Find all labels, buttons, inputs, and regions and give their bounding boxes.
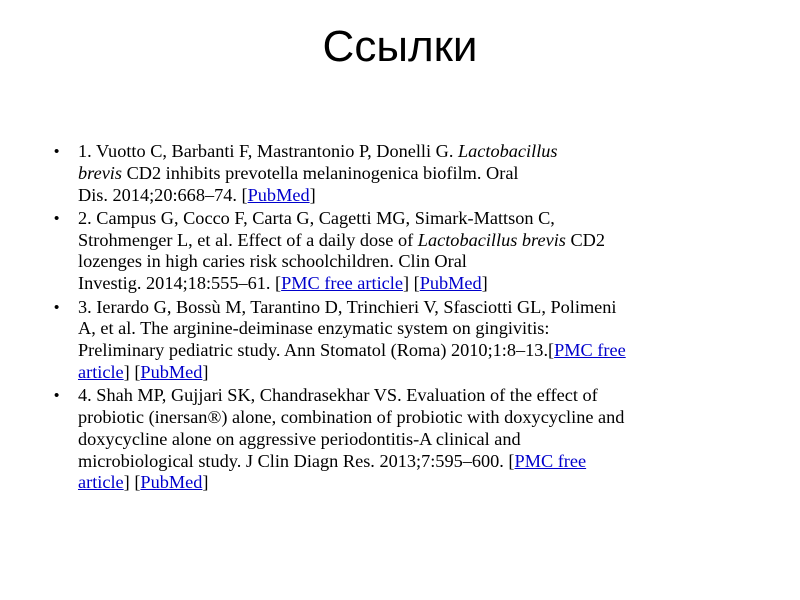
pmc-free-article-link[interactable]: PMC free [514, 450, 587, 471]
pmc-free-article-link[interactable]: PMC free [554, 340, 626, 361]
reference-list [54, 141, 774, 496]
reference-text: 2. Campus G, Cocco F, Carta G, Cagetti MG, Simark-Mattson C, [78, 207, 555, 228]
reference-text: ] [ [402, 273, 420, 294]
reference-item [54, 385, 774, 494]
reference-line [78, 208, 774, 230]
reference-text: ] [309, 184, 316, 205]
reference-text: CD2 inhibits prevotella melaninogenica biofilm. Oral [122, 162, 519, 183]
reference-text: ] [202, 361, 209, 382]
pubmed-link[interactable]: PubMed [140, 361, 203, 382]
reference-text: ] [481, 273, 488, 294]
reference-line [78, 163, 774, 185]
reference-text: lozenges in high caries risk schoolchildren. Clin Oral [78, 251, 467, 272]
reference-item [54, 208, 774, 295]
pubmed-link[interactable]: PubMed [247, 184, 310, 205]
reference-text: 3. Ierardo G, Bossù M, Tarantino D, Trinchieri V, Sfasciotti GL, Polimeni [78, 296, 617, 317]
reference-text: ] [ [123, 472, 141, 493]
pubmed-link[interactable]: PubMed [140, 472, 203, 493]
species-name: Lactobacillus brevis [417, 229, 566, 250]
pubmed-link[interactable]: PubMed [419, 273, 482, 294]
reference-text: probiotic (inersan®) alone, combination of probiotic with doxycycline and [78, 407, 625, 428]
reference-text: Investig. 2014;18:555–61. [ [78, 273, 282, 294]
reference-text: ] [ [123, 361, 141, 382]
species-name: Lactobacillus [458, 141, 558, 161]
reference-line [78, 297, 774, 319]
reference-line [78, 429, 774, 451]
reference-line [78, 318, 774, 340]
species-name: brevis [78, 162, 122, 183]
reference-line [78, 407, 774, 429]
reference-item [54, 297, 774, 384]
reference-line [78, 251, 774, 273]
reference-line [78, 472, 774, 494]
reference-text: 4. Shah MP, Gujjari SK, Chandrasekhar VS. Evaluation of the effect of [78, 385, 598, 406]
reference-text: doxycycline alone on aggressive periodontitis-A clinical and [78, 428, 521, 449]
reference-text: Dis. 2014;20:668–74. [ [78, 184, 248, 205]
reference-text: ] [202, 472, 209, 493]
reference-line [78, 451, 774, 473]
reference-line [78, 385, 774, 407]
reference-line [78, 340, 774, 362]
reference-item [54, 141, 774, 206]
reference-line [78, 362, 774, 384]
pmc-free-article-link[interactable]: article [78, 472, 124, 493]
reference-line [78, 230, 774, 252]
slide-title: Ссылки [322, 22, 478, 71]
reference-line [78, 185, 774, 207]
reference-text: 1. Vuotto C, Barbanti F, Mastrantonio P, Donelli G. [78, 141, 458, 161]
reference-text: Strohmenger L, et al. Effect of a daily dose of [78, 229, 418, 250]
reference-text: CD2 [565, 229, 606, 250]
reference-text: microbiological study. J Clin Diagn Res. 2013;7:595–600. [ [78, 450, 515, 471]
reference-text: Preliminary pediatric study. Ann Stomatol (Roma) 2010;1:8–13.[ [78, 340, 555, 361]
pmc-free-article-link[interactable]: article [78, 361, 124, 382]
pmc-free-article-link[interactable]: PMC free article [281, 273, 403, 294]
reference-text: A, et al. The arginine-deiminase enzymatic system on gingivitis: [78, 318, 550, 339]
reference-line [78, 273, 774, 295]
reference-line [78, 141, 774, 163]
